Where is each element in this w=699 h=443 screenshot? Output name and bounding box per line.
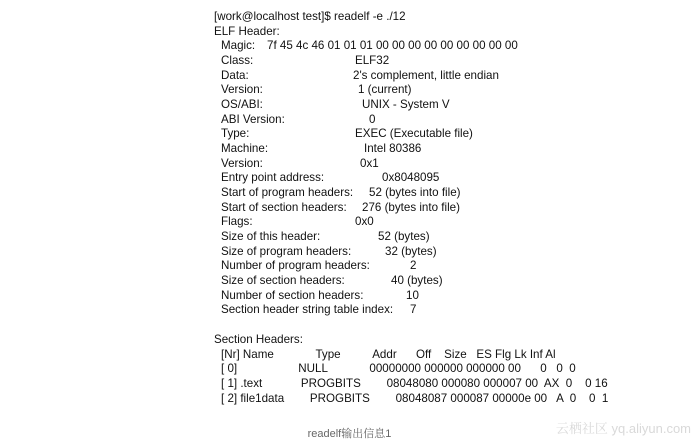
field-value: 10 bbox=[406, 288, 419, 302]
section-table-row: [ 0] NULL 00000000 000000 000000 00 0 0 0 bbox=[221, 362, 576, 375]
elf-header-title: ELF Header: bbox=[214, 24, 280, 38]
field-label: OS/ABI: bbox=[221, 98, 263, 111]
field-value: 7 bbox=[410, 303, 417, 316]
field-label: Flags: bbox=[221, 215, 253, 228]
field-label: Class: bbox=[221, 54, 254, 67]
section-table-header: [Nr] Name Type Addr Off Size ES Flg Lk Inf Al bbox=[221, 347, 556, 361]
field-label: Section header string table index: bbox=[221, 303, 394, 316]
field-value: 2's complement, little endian bbox=[353, 68, 499, 82]
field-label: Start of program headers: bbox=[221, 186, 354, 199]
section-table-row: [ 2] file1data PROGBITS 08048087 000087 00000e 00 A 0 0 1 bbox=[221, 391, 609, 405]
field-value: ELF32 bbox=[355, 54, 390, 67]
field-value: 40 (bytes) bbox=[391, 274, 443, 287]
field-value: 1 (current) bbox=[358, 83, 412, 96]
section-headers-title: Section Headers: bbox=[214, 333, 303, 346]
field-label: Size of program headers: bbox=[221, 244, 352, 258]
field-value: 52 (bytes) bbox=[378, 230, 430, 243]
watermark: 云栖社区 yq.aliyun.com bbox=[555, 421, 691, 436]
field-label: Machine: bbox=[221, 142, 269, 155]
field-value: 0x0 bbox=[355, 215, 374, 228]
field-value: UNIX - System V bbox=[362, 98, 450, 111]
field-label: Number of section headers: bbox=[221, 288, 364, 302]
field-value: 276 (bytes into file) bbox=[362, 200, 460, 214]
field-value: 52 (bytes into file) bbox=[369, 186, 461, 199]
section-table-row: [ 1] .text PROGBITS 08048080 000080 000007 00 AX 0 0 16 bbox=[221, 377, 608, 390]
field-label: Size of section headers: bbox=[221, 274, 345, 287]
field-value: 0x1 bbox=[360, 156, 379, 170]
field-label: Version: bbox=[221, 156, 263, 170]
field-label: Magic: bbox=[221, 39, 256, 52]
figure-caption: readelf输出信息1 bbox=[307, 428, 392, 440]
field-value: 0x8048095 bbox=[382, 171, 440, 184]
field-label: Type: bbox=[221, 127, 250, 140]
command-prompt: [work@localhost test]$ readelf -e ./12 bbox=[214, 10, 406, 23]
field-label: Entry point address: bbox=[221, 171, 325, 184]
field-label: Number of program headers: bbox=[221, 259, 370, 272]
field-value: Intel 80386 bbox=[364, 142, 422, 155]
field-label: Size of this header: bbox=[221, 230, 321, 243]
field-value: 32 (bytes) bbox=[385, 244, 437, 258]
field-value: 0 bbox=[369, 112, 376, 126]
field-value: EXEC (Executable file) bbox=[355, 127, 473, 140]
field-label: Start of section headers: bbox=[221, 200, 347, 214]
field-label: ABI Version: bbox=[221, 112, 285, 126]
field-label: Version: bbox=[221, 83, 263, 96]
field-value: 7f 45 4c 46 01 01 01 00 00 00 00 00 00 00 00 00 bbox=[267, 39, 518, 52]
field-value: 2 bbox=[410, 259, 417, 272]
field-label: Data: bbox=[221, 68, 249, 82]
